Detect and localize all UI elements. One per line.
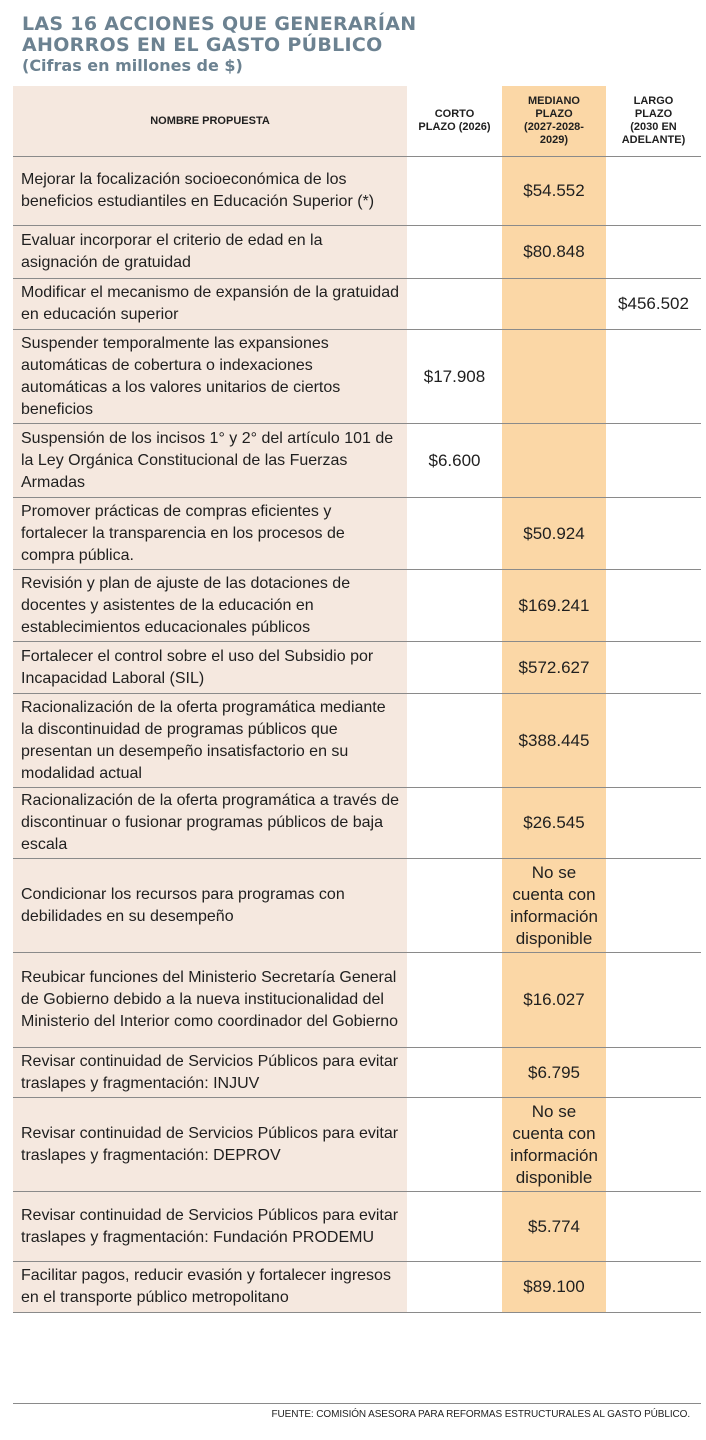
largo-value xyxy=(606,498,701,570)
corto-value xyxy=(407,1098,502,1192)
largo-value: $456.502 xyxy=(606,279,701,330)
header-corto-line: PLAZO (2026) xyxy=(418,121,491,133)
mediano-value xyxy=(502,424,606,498)
mediano-value: No se cuenta con información disponible xyxy=(502,859,606,953)
largo-value xyxy=(606,642,701,694)
source-footer: FUENTE: COMISIÓN ASESORA PARA REFORMAS ESTRUCTURALES AL GASTO PÚBLICO. xyxy=(271,1409,690,1420)
mediano-value: $50.924 xyxy=(502,498,606,570)
largo-value xyxy=(606,953,701,1048)
header-corto-line: CORTO xyxy=(434,108,475,120)
corto-value xyxy=(407,642,502,694)
savings-table xyxy=(13,86,701,1313)
proposal-name: Fortalecer el control sobre el uso del Subsidio por Incapacidad Laboral (SIL) xyxy=(13,642,407,694)
header-largo-line: ADELANTE) xyxy=(621,134,686,146)
header-largo xyxy=(606,86,701,157)
header-largo-line: PLAZO xyxy=(634,108,673,120)
corto-value xyxy=(407,498,502,570)
header-mediano-line: (2027-2028- xyxy=(524,121,584,133)
table-row xyxy=(13,1192,701,1262)
corto-value xyxy=(407,1262,502,1313)
mediano-value: No se cuenta con información disponible xyxy=(502,1098,606,1192)
proposal-name: Revisar continuidad de Servicios Públicos para evitar traslapes y fragmentación: INJUV xyxy=(13,1048,407,1098)
proposal-name: Revisar continuidad de Servicios Públicos para evitar traslapes y fragmentación: DEPROV xyxy=(13,1098,407,1192)
largo-value xyxy=(606,1098,701,1192)
proposal-name: Suspensión de los incisos 1° y 2° del artículo 101 de la Ley Orgánica Constitucional de las Fuerzas Armadas xyxy=(13,424,407,498)
corto-value xyxy=(407,226,502,279)
table-row xyxy=(13,424,701,498)
mediano-value: $6.795 xyxy=(502,1048,606,1098)
proposal-name: Racionalización de la oferta programática a través de discontinuar o fusionar programas públicos de baja escala xyxy=(13,788,407,859)
corto-value xyxy=(407,157,502,226)
table-row xyxy=(13,1048,701,1098)
proposal-name: Promover prácticas de compras eficientes y fortalecer la transparencia en los procesos de compra pública. xyxy=(13,498,407,570)
corto-value xyxy=(407,279,502,330)
largo-value xyxy=(606,1262,701,1313)
proposal-name: Suspender temporalmente las expansiones automáticas de cobertura o indexaciones automáticas a los valores unitarios de ciertos beneficios xyxy=(13,330,407,424)
table-header-row xyxy=(13,86,701,157)
proposal-name: Reubicar funciones del Ministerio Secretaría General de Gobierno debido a la nueva institucionalidad del Ministerio del Interior como coordinador del Gobierno xyxy=(13,953,407,1048)
table-row xyxy=(13,226,701,279)
footer-divider xyxy=(13,1403,701,1404)
corto-value xyxy=(407,788,502,859)
mediano-value: $26.545 xyxy=(502,788,606,859)
proposal-name: Modificar el mecanismo de expansión de la gratuidad en educación superior xyxy=(13,279,407,330)
table-row xyxy=(13,1262,701,1313)
header-mediano-line: PLAZO xyxy=(535,108,573,120)
table-row xyxy=(13,498,701,570)
largo-value xyxy=(606,859,701,953)
title-block xyxy=(22,14,702,76)
corto-value xyxy=(407,570,502,642)
header-mediano xyxy=(502,86,606,157)
header-largo-line: (2030 EN xyxy=(630,121,677,133)
subtitle: (Cifras en millones de $) xyxy=(22,56,243,75)
table-row xyxy=(13,570,701,642)
proposal-name: Racionalización de la oferta programática mediante la discontinuidad de programas públicos que presentan un desempeño insatisfactorio en su modalidad actual xyxy=(13,694,407,788)
proposal-name: Revisión y plan de ajuste de las dotaciones de docentes y asistentes de la educación en establecimientos educacionales públicos xyxy=(13,570,407,642)
header-largo-line: LARGO xyxy=(633,95,674,107)
largo-value xyxy=(606,694,701,788)
mediano-value xyxy=(502,330,606,424)
proposal-name: Facilitar pagos, reducir evasión y fortalecer ingresos en el transporte público metropolitano xyxy=(13,1262,407,1313)
table-row xyxy=(13,279,701,330)
mediano-value: $5.774 xyxy=(502,1192,606,1262)
table-row xyxy=(13,157,701,226)
corto-value xyxy=(407,859,502,953)
table-row xyxy=(13,953,701,1048)
largo-value xyxy=(606,330,701,424)
corto-value xyxy=(407,1192,502,1262)
corto-value: $6.600 xyxy=(407,424,502,498)
largo-value xyxy=(606,1048,701,1098)
proposal-name: Revisar continuidad de Servicios Públicos para evitar traslapes y fragmentación: Fundación PRODEMU xyxy=(13,1192,407,1262)
title-line-2: AHORROS EN EL GASTO PÚBLICO xyxy=(22,34,383,56)
mediano-value: $169.241 xyxy=(502,570,606,642)
mediano-value: $16.027 xyxy=(502,953,606,1048)
mediano-value xyxy=(502,279,606,330)
corto-value xyxy=(407,953,502,1048)
largo-value xyxy=(606,1192,701,1262)
largo-value xyxy=(606,226,701,279)
mediano-value: $572.627 xyxy=(502,642,606,694)
corto-value: $17.908 xyxy=(407,330,502,424)
table-row xyxy=(13,788,701,859)
table-row xyxy=(13,642,701,694)
mediano-value: $388.445 xyxy=(502,694,606,788)
proposal-name: Evaluar incorporar el criterio de edad en la asignación de gratuidad xyxy=(13,226,407,279)
mediano-value: $80.848 xyxy=(502,226,606,279)
header-mediano-line: 2029) xyxy=(539,134,569,146)
table-row xyxy=(13,859,701,953)
proposal-name: Condicionar los recursos para programas con debilidades en su desempeño xyxy=(13,859,407,953)
mediano-value: $54.552 xyxy=(502,157,606,226)
table-row xyxy=(13,694,701,788)
largo-value xyxy=(606,788,701,859)
largo-value xyxy=(606,157,701,226)
largo-value xyxy=(606,570,701,642)
table-row xyxy=(13,1098,701,1192)
table-row xyxy=(13,330,701,424)
header-corto xyxy=(407,86,502,157)
title-line-1: LAS 16 ACCIONES QUE GENERARÍAN xyxy=(22,13,417,35)
header-name: NOMBRE PROPUESTA xyxy=(13,86,407,157)
largo-value xyxy=(606,424,701,498)
corto-value xyxy=(407,1048,502,1098)
mediano-value: $89.100 xyxy=(502,1262,606,1313)
corto-value xyxy=(407,694,502,788)
header-mediano-line: MEDIANO xyxy=(528,95,580,107)
proposal-name: Mejorar la focalización socioeconómica de los beneficios estudiantiles en Educación Superior (*) xyxy=(13,157,407,226)
